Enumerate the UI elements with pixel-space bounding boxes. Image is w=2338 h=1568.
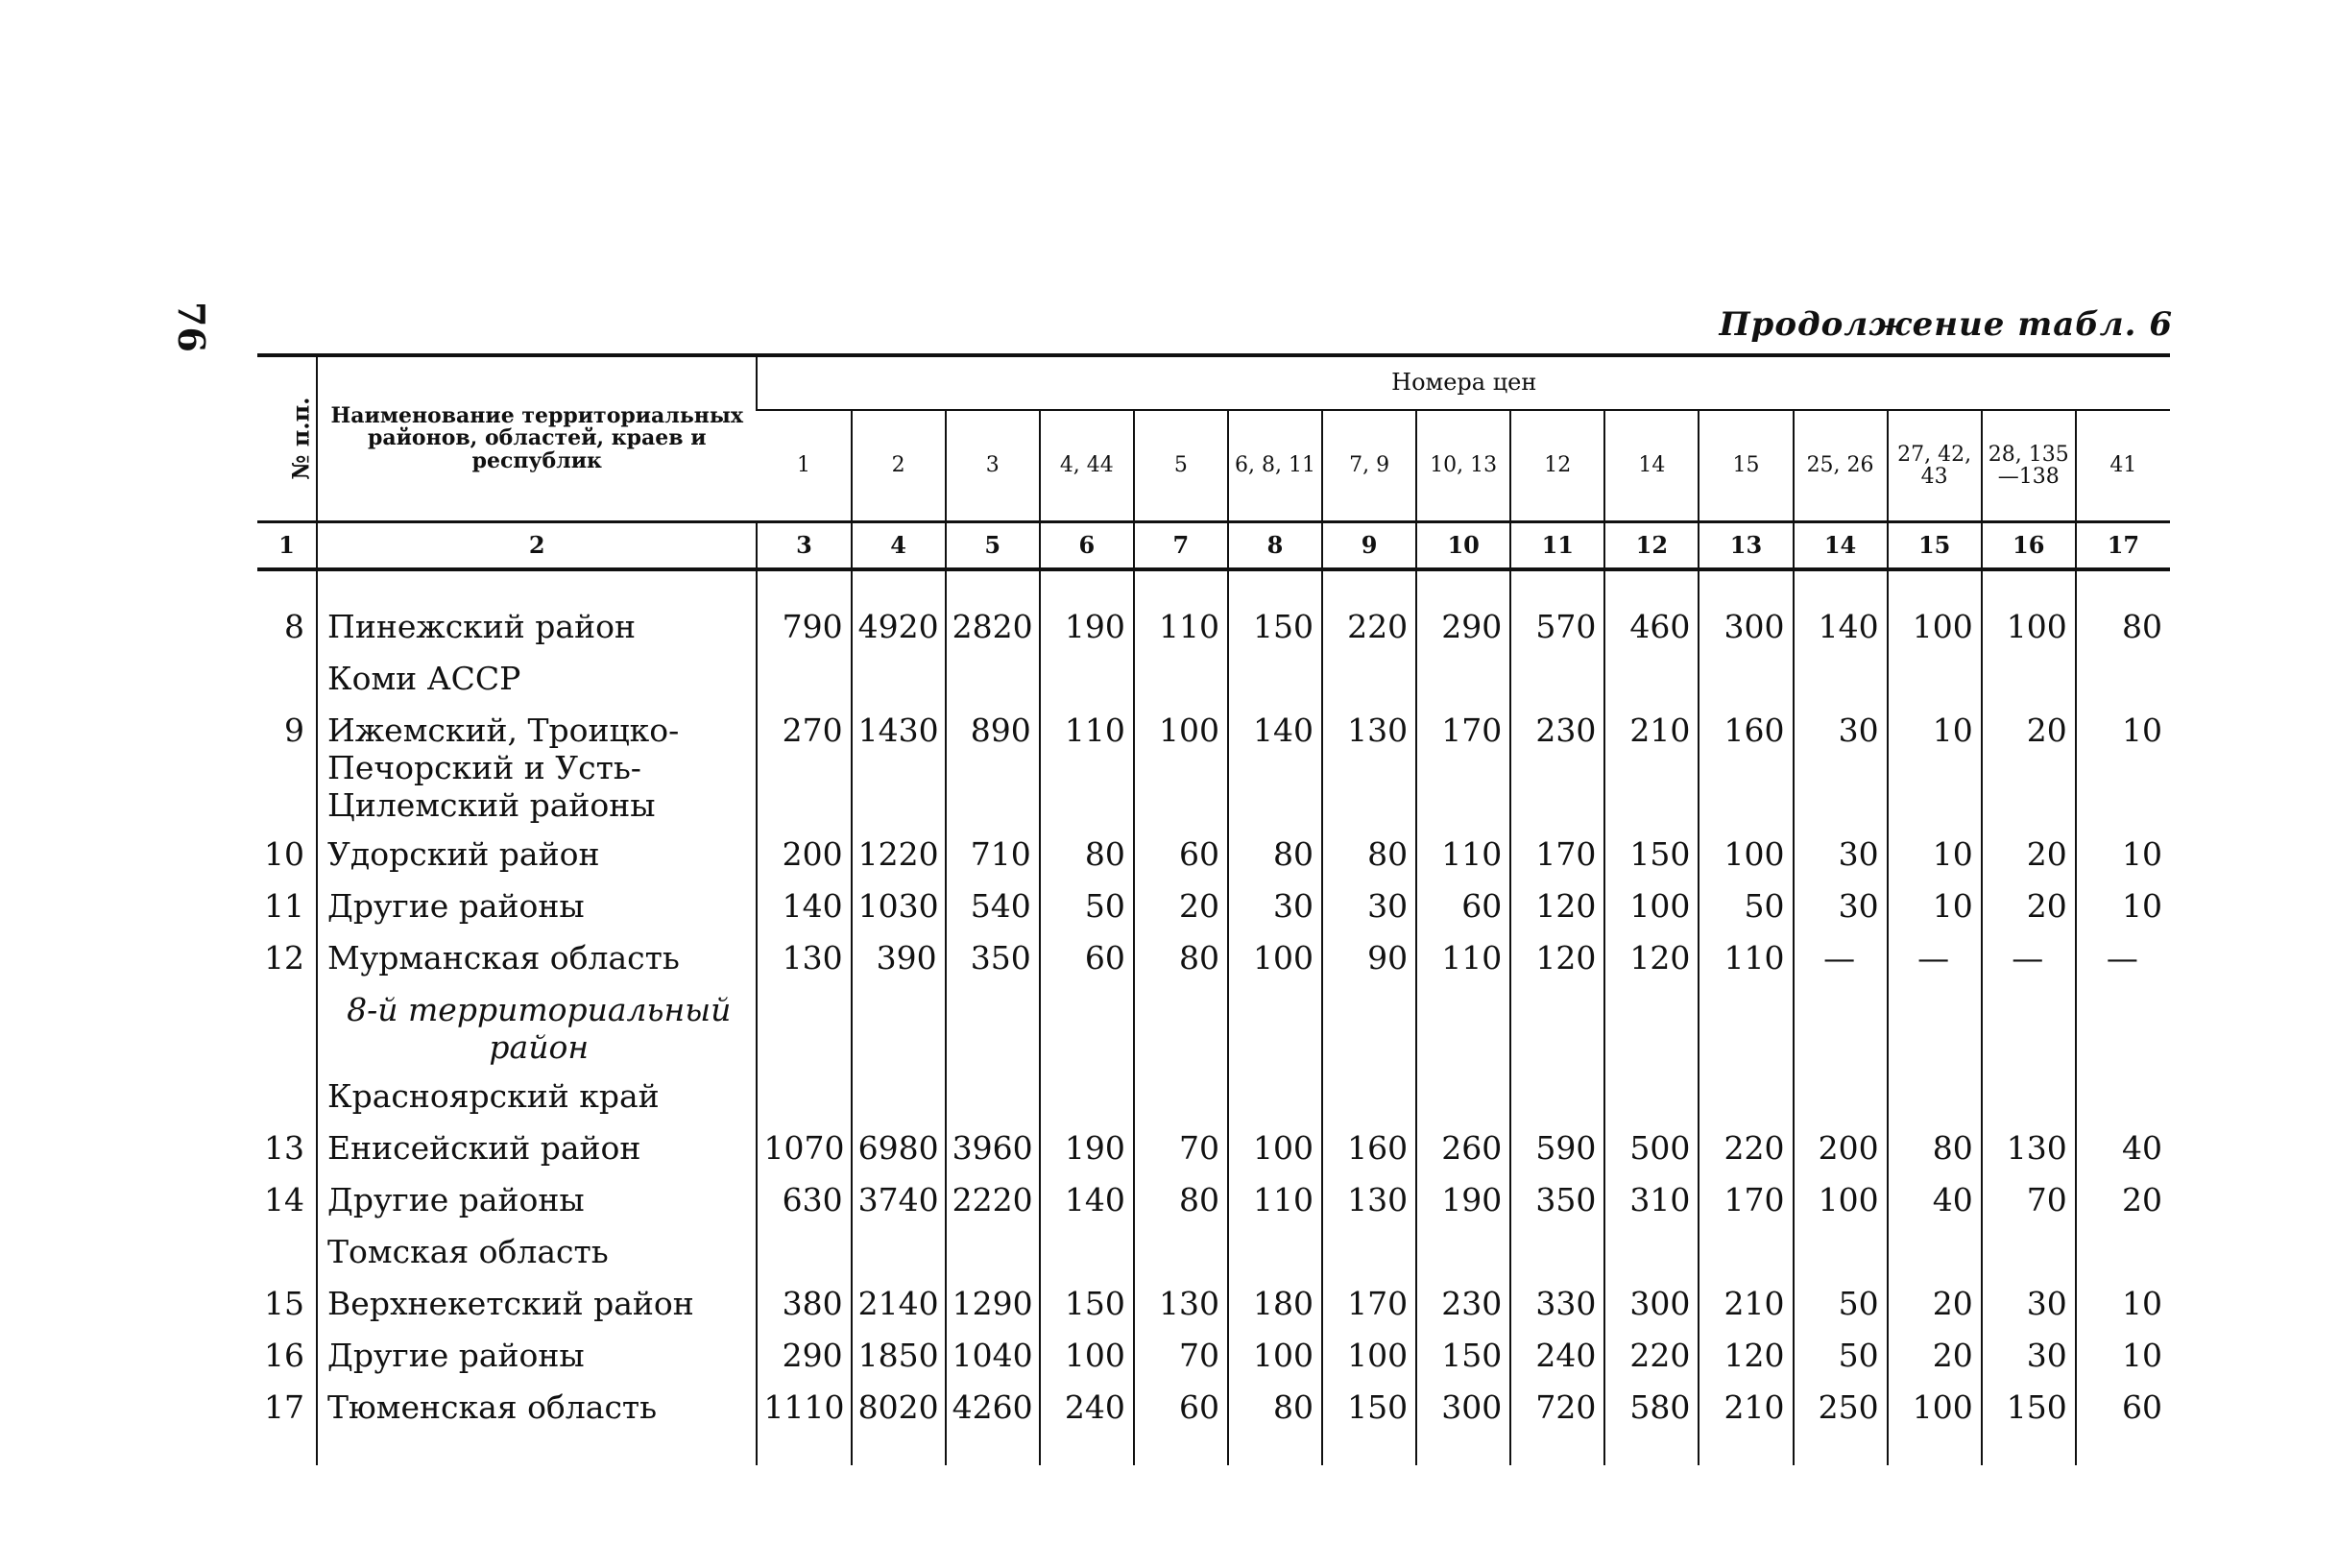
- price-value: 100: [1982, 602, 2076, 654]
- price-value: 20: [1982, 830, 2076, 881]
- price-value: [852, 985, 946, 1072]
- price-column-header: 41: [2076, 410, 2170, 522]
- region-name: Красноярский край: [317, 1072, 757, 1123]
- price-value: 120: [1510, 933, 1604, 985]
- price-value: 120: [1699, 1331, 1793, 1383]
- table-header: [257, 355, 2170, 569]
- price-value: 30: [1228, 881, 1322, 933]
- price-value: 20: [1888, 1279, 1982, 1331]
- price-value: 100: [1228, 933, 1322, 985]
- price-column-header: 12: [1510, 410, 1604, 522]
- table-row: [257, 830, 2170, 881]
- price-value: [1699, 654, 1793, 706]
- price-value: 790: [757, 602, 851, 654]
- price-value: 160: [1322, 1123, 1416, 1175]
- price-value: 100: [1322, 1331, 1416, 1383]
- price-value: 10: [2076, 1331, 2170, 1383]
- price-value: [1794, 1227, 1888, 1279]
- price-value: 10: [2076, 706, 2170, 830]
- price-value: 250: [1794, 1383, 1888, 1435]
- price-value: 300: [1416, 1383, 1510, 1435]
- table-row: [257, 1383, 2170, 1435]
- price-value: 350: [946, 933, 1040, 985]
- price-value: 30: [1982, 1279, 2076, 1331]
- price-column-header: 5: [1134, 410, 1228, 522]
- row-number: 14: [264, 1181, 305, 1218]
- price-value: 30: [1794, 830, 1888, 881]
- column-index-cell: 14: [1794, 522, 1888, 570]
- price-value: 220: [1604, 1331, 1699, 1383]
- price-value: 100: [1228, 1331, 1322, 1383]
- column-index-cell: 5: [946, 522, 1040, 570]
- price-value: 130: [1322, 1175, 1416, 1227]
- price-value: [852, 654, 946, 706]
- price-value: 80: [2076, 602, 2170, 654]
- price-value: —: [2076, 933, 2170, 985]
- price-value: [1888, 1072, 1982, 1123]
- region-name: Коми АССР: [317, 654, 757, 706]
- price-value: 1290: [946, 1279, 1040, 1331]
- row-number: 8: [284, 608, 305, 645]
- price-value: 90: [1322, 933, 1416, 985]
- price-value: 80: [1888, 1123, 1982, 1175]
- price-value: 20: [1888, 1331, 1982, 1383]
- column-index-cell: 15: [1888, 522, 1982, 570]
- price-value: 10: [2076, 1279, 2170, 1331]
- page-number: 76: [170, 302, 213, 352]
- price-value: 1110: [757, 1383, 851, 1435]
- price-value: [1982, 1072, 2076, 1123]
- price-value: 100: [1888, 602, 1982, 654]
- price-value: [1699, 985, 1793, 1072]
- price-value: 110: [1228, 1175, 1322, 1227]
- price-value: 300: [1699, 602, 1793, 654]
- price-value: 200: [1794, 1123, 1888, 1175]
- price-value: [1510, 1227, 1604, 1279]
- price-value: 80: [1228, 1383, 1322, 1435]
- price-value: 140: [1794, 602, 1888, 654]
- price-value: —: [1982, 933, 2076, 985]
- row-number: 10: [264, 835, 305, 873]
- price-value: 1030: [852, 881, 946, 933]
- price-value: 150: [1040, 1279, 1134, 1331]
- price-value: 100: [1699, 830, 1793, 881]
- table-row: [257, 1331, 2170, 1383]
- price-value: 1040: [946, 1331, 1040, 1383]
- price-value: 10: [2076, 830, 2170, 881]
- price-value: [1794, 654, 1888, 706]
- price-value: 30: [1982, 1331, 2076, 1383]
- column-index-cell: 7: [1134, 522, 1228, 570]
- price-value: 460: [1604, 602, 1699, 654]
- price-value: 100: [1134, 706, 1228, 830]
- price-value: [852, 1072, 946, 1123]
- row-number: 9: [284, 712, 305, 749]
- price-column-header: 14: [1604, 410, 1699, 522]
- price-value: [1040, 1227, 1134, 1279]
- price-value: 390: [852, 933, 946, 985]
- price-value: 80: [1228, 830, 1322, 881]
- price-value: [1322, 1072, 1416, 1123]
- price-value: 1070: [757, 1123, 851, 1175]
- price-value: 110: [1040, 706, 1134, 830]
- price-value: 50: [1699, 881, 1793, 933]
- price-value: 220: [1322, 602, 1416, 654]
- price-column-header: 10, 13: [1416, 410, 1510, 522]
- region-name: Томская область: [317, 1227, 757, 1279]
- price-value: 40: [1888, 1175, 1982, 1227]
- price-value: 170: [1416, 706, 1510, 830]
- price-value: 100: [1040, 1331, 1134, 1383]
- price-value: 140: [1040, 1175, 1134, 1227]
- price-value: 180: [1228, 1279, 1322, 1331]
- price-value: [1510, 985, 1604, 1072]
- table-row: [257, 654, 2170, 706]
- price-value: [1228, 654, 1322, 706]
- price-value: [1322, 985, 1416, 1072]
- price-value: 230: [1416, 1279, 1510, 1331]
- column-index-cell: 8: [1228, 522, 1322, 570]
- row-number: 11: [264, 887, 305, 925]
- column-index-cell: 17: [2076, 522, 2170, 570]
- price-value: 290: [757, 1331, 851, 1383]
- price-value: 170: [1510, 830, 1604, 881]
- price-value: 20: [1134, 881, 1228, 933]
- spacer-row: [257, 569, 2170, 602]
- price-value: 70: [1134, 1123, 1228, 1175]
- price-value: 220: [1699, 1123, 1793, 1175]
- price-value: 100: [1228, 1123, 1322, 1175]
- price-value: [1604, 654, 1699, 706]
- column-index-cell: 12: [1604, 522, 1699, 570]
- price-value: [1322, 1227, 1416, 1279]
- price-value: [1322, 654, 1416, 706]
- price-value: 170: [1699, 1175, 1793, 1227]
- price-value: 1220: [852, 830, 946, 881]
- price-value: 1430: [852, 706, 946, 830]
- price-value: 100: [1888, 1383, 1982, 1435]
- price-value: 210: [1699, 1279, 1793, 1331]
- price-value: [1699, 1227, 1793, 1279]
- price-table-container: [257, 353, 2170, 1465]
- table-row: [257, 933, 2170, 985]
- price-value: [757, 1072, 851, 1123]
- price-value: 350: [1510, 1175, 1604, 1227]
- price-column-header: 2: [852, 410, 946, 522]
- price-value: [2076, 1072, 2170, 1123]
- price-value: 130: [1322, 706, 1416, 830]
- table-row: [257, 1123, 2170, 1175]
- region-name: 8-й территориальный район: [317, 985, 757, 1072]
- price-value: [1040, 985, 1134, 1072]
- region-name: Мурманская область: [317, 933, 757, 985]
- row-number: [257, 1227, 317, 1279]
- table-row: [257, 1279, 2170, 1331]
- region-name: Другие районы: [317, 881, 757, 933]
- region-name: Тюменская область: [317, 1383, 757, 1435]
- price-value: 70: [1134, 1331, 1228, 1383]
- price-column-header: 3: [946, 410, 1040, 522]
- column-index-cell: 9: [1322, 522, 1416, 570]
- table-row: [257, 706, 2170, 830]
- price-value: 710: [946, 830, 1040, 881]
- price-value: 580: [1604, 1383, 1699, 1435]
- price-value: 110: [1699, 933, 1793, 985]
- price-value: 80: [1134, 933, 1228, 985]
- price-value: 50: [1794, 1331, 1888, 1383]
- table-body: [257, 569, 2170, 1465]
- price-value: [1134, 1072, 1228, 1123]
- column-index-cell: 1: [257, 522, 317, 570]
- price-value: 270: [757, 706, 851, 830]
- row-number: 12: [264, 939, 305, 977]
- header-num: № п.п.: [286, 397, 315, 481]
- price-value: 30: [1322, 881, 1416, 933]
- price-column-header: 25, 26: [1794, 410, 1888, 522]
- region-name: Другие районы: [317, 1331, 757, 1383]
- price-value: [1510, 1072, 1604, 1123]
- price-value: 330: [1510, 1279, 1604, 1331]
- price-value: [1228, 1072, 1322, 1123]
- price-value: [1040, 1072, 1134, 1123]
- price-value: 50: [1794, 1279, 1888, 1331]
- price-column-header: 28, 135—138: [1982, 410, 2076, 522]
- region-name: Удорский район: [317, 830, 757, 881]
- region-name: Енисейский район: [317, 1123, 757, 1175]
- price-value: 540: [946, 881, 1040, 933]
- price-column-header: 7, 9: [1322, 410, 1416, 522]
- price-value: 2140: [852, 1279, 946, 1331]
- price-value: 130: [1134, 1279, 1228, 1331]
- price-value: 210: [1699, 1383, 1793, 1435]
- column-index-cell: 2: [317, 522, 757, 570]
- price-value: [1416, 1227, 1510, 1279]
- price-value: [1134, 654, 1228, 706]
- price-table: [257, 353, 2170, 1465]
- price-value: 630: [757, 1175, 851, 1227]
- price-value: 10: [2076, 881, 2170, 933]
- price-value: 300: [1604, 1279, 1699, 1331]
- price-value: 10: [1888, 706, 1982, 830]
- price-value: —: [1794, 933, 1888, 985]
- price-value: 60: [1134, 830, 1228, 881]
- column-index-cell: 4: [852, 522, 946, 570]
- price-value: 110: [1416, 933, 1510, 985]
- price-value: 500: [1604, 1123, 1699, 1175]
- price-value: [1888, 985, 1982, 1072]
- price-value: 50: [1040, 881, 1134, 933]
- price-value: 290: [1416, 602, 1510, 654]
- column-index-cell: 3: [757, 522, 851, 570]
- price-value: 150: [1604, 830, 1699, 881]
- price-column-header: 27, 42, 43: [1888, 410, 1982, 522]
- price-value: 30: [1794, 881, 1888, 933]
- price-value: [757, 1227, 851, 1279]
- price-value: 240: [1040, 1383, 1134, 1435]
- price-value: 240: [1510, 1331, 1604, 1383]
- table-continuation-caption: Продолжение табл. 6: [1719, 305, 2173, 344]
- table-row: [257, 881, 2170, 933]
- price-column-header: 1: [757, 410, 851, 522]
- price-value: 260: [1416, 1123, 1510, 1175]
- price-value: [1040, 654, 1134, 706]
- row-number: 13: [264, 1129, 305, 1167]
- price-value: [2076, 1227, 2170, 1279]
- row-number: 15: [264, 1285, 305, 1322]
- price-value: 130: [757, 933, 851, 985]
- price-value: 160: [1699, 706, 1793, 830]
- price-value: [1134, 1227, 1228, 1279]
- price-value: [1604, 1072, 1699, 1123]
- column-index-cell: 10: [1416, 522, 1510, 570]
- price-value: [1982, 654, 2076, 706]
- price-value: 8020: [852, 1383, 946, 1435]
- price-value: 40: [2076, 1123, 2170, 1175]
- price-value: [757, 985, 851, 1072]
- price-value: 70: [1982, 1175, 2076, 1227]
- table-row: [257, 1175, 2170, 1227]
- price-value: 100: [1794, 1175, 1888, 1227]
- price-value: 10: [1888, 881, 1982, 933]
- price-value: 150: [1322, 1383, 1416, 1435]
- row-number: [257, 654, 317, 706]
- price-value: 590: [1510, 1123, 1604, 1175]
- price-value: [1604, 985, 1699, 1072]
- price-value: 80: [1322, 830, 1416, 881]
- price-value: [1228, 985, 1322, 1072]
- column-index-cell: 11: [1510, 522, 1604, 570]
- row-number: 16: [264, 1337, 305, 1374]
- region-name: Верхнекетский район: [317, 1279, 757, 1331]
- price-value: 310: [1604, 1175, 1699, 1227]
- price-value: [1416, 985, 1510, 1072]
- price-value: 140: [1228, 706, 1322, 830]
- header-name: Наименование территориальных районов, областей, краев и республик: [317, 355, 757, 522]
- price-value: 140: [757, 881, 851, 933]
- price-value: —: [1888, 933, 1982, 985]
- price-value: 230: [1510, 706, 1604, 830]
- price-value: 3740: [852, 1175, 946, 1227]
- region-name: Другие районы: [317, 1175, 757, 1227]
- price-value: 6980: [852, 1123, 946, 1175]
- table-row: [257, 1072, 2170, 1123]
- price-value: [1888, 654, 1982, 706]
- price-value: 190: [1040, 1123, 1134, 1175]
- price-value: 1850: [852, 1331, 946, 1383]
- column-index-row: [257, 522, 2170, 570]
- header-price-group: Номера цен: [757, 355, 2170, 410]
- price-value: 20: [1982, 706, 2076, 830]
- table-row: [257, 1227, 2170, 1279]
- price-value: 200: [757, 830, 851, 881]
- price-value: 60: [1040, 933, 1134, 985]
- price-value: 110: [1134, 602, 1228, 654]
- column-index-cell: 16: [1982, 522, 2076, 570]
- price-value: 170: [1322, 1279, 1416, 1331]
- price-value: [2076, 985, 2170, 1072]
- row-number: [257, 1072, 317, 1123]
- row-number: 17: [264, 1388, 305, 1426]
- price-value: 4260: [946, 1383, 1040, 1435]
- price-value: 150: [1416, 1331, 1510, 1383]
- price-value: 210: [1604, 706, 1699, 830]
- price-value: 190: [1040, 602, 1134, 654]
- price-value: [1982, 985, 2076, 1072]
- price-value: 100: [1604, 881, 1699, 933]
- price-value: 150: [1982, 1383, 2076, 1435]
- price-value: [946, 985, 1040, 1072]
- price-value: 2220: [946, 1175, 1040, 1227]
- price-value: [1134, 985, 1228, 1072]
- price-value: [946, 1227, 1040, 1279]
- price-value: [1888, 1227, 1982, 1279]
- price-value: [757, 654, 851, 706]
- price-value: [1794, 985, 1888, 1072]
- table-row: [257, 602, 2170, 654]
- price-value: 120: [1604, 933, 1699, 985]
- price-value: 80: [1134, 1175, 1228, 1227]
- price-value: 20: [2076, 1175, 2170, 1227]
- price-value: [1982, 1227, 2076, 1279]
- price-column-header: 6, 8, 11: [1228, 410, 1322, 522]
- price-value: [1510, 654, 1604, 706]
- table-row: [257, 985, 2170, 1072]
- price-value: 720: [1510, 1383, 1604, 1435]
- price-value: 4920: [852, 602, 946, 654]
- price-value: 110: [1416, 830, 1510, 881]
- price-value: 150: [1228, 602, 1322, 654]
- column-index-cell: 6: [1040, 522, 1134, 570]
- price-value: [946, 654, 1040, 706]
- price-value: 2820: [946, 602, 1040, 654]
- spacer-row: [257, 1435, 2170, 1465]
- price-value: 380: [757, 1279, 851, 1331]
- price-value: 20: [1982, 881, 2076, 933]
- price-value: 60: [1134, 1383, 1228, 1435]
- region-name: Ижемский, Троицко-Печорский и Усть-Цилемский районы: [317, 706, 757, 830]
- price-value: [946, 1072, 1040, 1123]
- price-value: 80: [1040, 830, 1134, 881]
- price-value: 120: [1510, 881, 1604, 933]
- price-value: 570: [1510, 602, 1604, 654]
- price-value: 30: [1794, 706, 1888, 830]
- price-value: [1416, 1072, 1510, 1123]
- price-value: [1699, 1072, 1793, 1123]
- region-name: Пинежский район: [317, 602, 757, 654]
- price-value: 60: [1416, 881, 1510, 933]
- price-value: 3960: [946, 1123, 1040, 1175]
- price-value: [852, 1227, 946, 1279]
- column-index-cell: 13: [1699, 522, 1793, 570]
- price-column-header: 4, 44: [1040, 410, 1134, 522]
- price-value: [1604, 1227, 1699, 1279]
- price-value: 890: [946, 706, 1040, 830]
- price-value: [1794, 1072, 1888, 1123]
- price-value: [1228, 1227, 1322, 1279]
- price-value: 10: [1888, 830, 1982, 881]
- row-number: [257, 985, 317, 1072]
- price-value: 190: [1416, 1175, 1510, 1227]
- price-value: [2076, 654, 2170, 706]
- price-value: [1416, 654, 1510, 706]
- price-column-header: 15: [1699, 410, 1793, 522]
- price-value: 130: [1982, 1123, 2076, 1175]
- price-value: 60: [2076, 1383, 2170, 1435]
